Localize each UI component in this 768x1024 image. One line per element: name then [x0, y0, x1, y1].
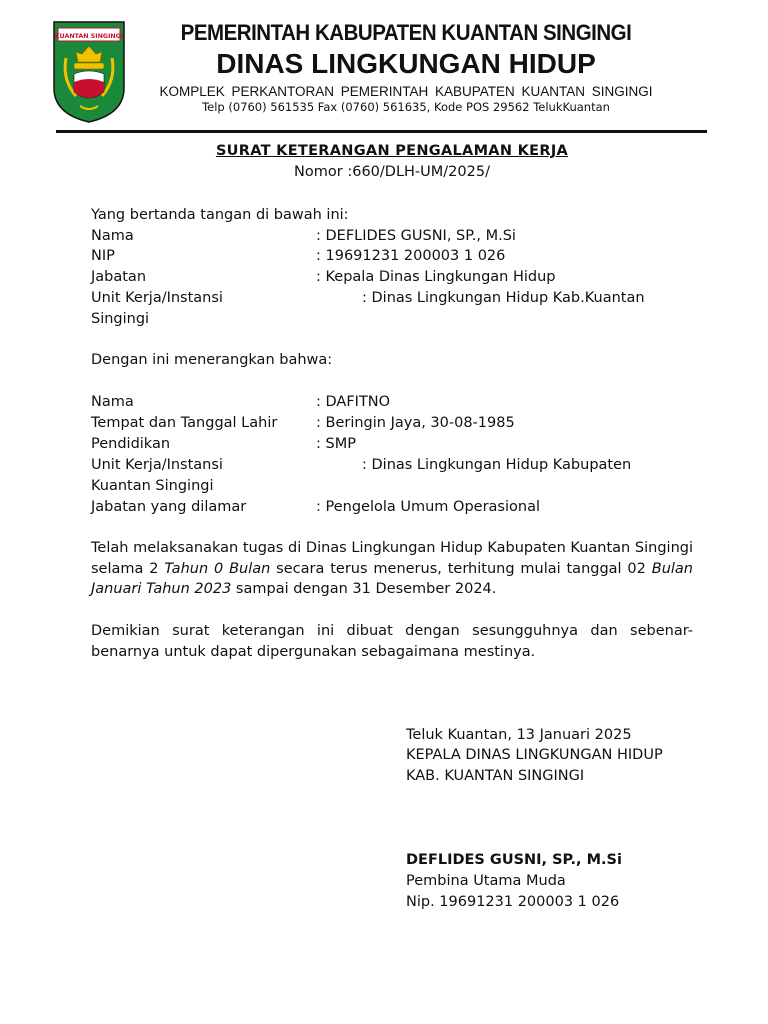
signer-position-label: Jabatan: [91, 269, 147, 285]
logo-caption: KUANTAN SINGINGI: [54, 33, 124, 40]
employee-birth-label: Tempat dan Tanggal Lahir: [91, 415, 278, 431]
employee-education-value: : SMP: [316, 436, 356, 452]
signature-place-date: Teluk Kuantan, 13 Januari 2025: [406, 727, 632, 743]
signature-nip: Nip. 19691231 200003 1 026: [406, 894, 620, 910]
signer-nip-label: NIP: [91, 248, 115, 264]
signer-unit-label: Unit Kerja/Instansi: [91, 290, 223, 306]
service-paragraph: Telah melaksanakan tugas di Dinas Lingkungan Hidup Kabupaten Kuantan Singingi selama 2 Tahun 0 Bulan secara terus menerus, terhitung mulai tanggal 02 Bulan Januari Tahun 2023 sampai dengan 31 Desember 2024.: [91, 540, 693, 597]
office-address: KOMPLEK PERKANTORAN PEMERINTAH KABUPATEN KUANTAN SINGINGI: [159, 84, 653, 99]
signature-position-line2: KAB. KUANTAN SINGINGI: [406, 768, 585, 784]
letterhead-divider: [56, 130, 707, 133]
employee-applied-position-label: Jabatan yang dilamar: [91, 499, 247, 515]
signature-position-line1: KEPALA DINAS LINGKUNGAN HIDUP: [406, 747, 663, 763]
signer-nip-value: : 19691231 200003 1 026: [316, 248, 506, 264]
document-number: Nomor :660/DLH-UM/2025/: [294, 164, 490, 180]
signer-position-value: : Kepala Dinas Lingkungan Hidup: [316, 269, 556, 285]
employee-unit-label: Unit Kerja/Instansi: [91, 457, 223, 473]
signer-unit-value: : Dinas Lingkungan Hidup Kab.Kuantan: [362, 290, 645, 306]
employee-unit-continuation: Kuantan Singingi: [91, 478, 214, 494]
intro-text: Yang bertanda tangan di bawah ini:: [91, 207, 349, 223]
employee-name-value: : DAFITNO: [316, 394, 391, 410]
office-contact: Telp (0760) 561535 Fax (0760) 561635, Kode POS 29562 TelukKuantan: [202, 100, 610, 114]
government-name: PEMERINTAH KABUPATEN KUANTAN SINGINGI: [180, 20, 632, 45]
statement-text: Dengan ini menerangkan bahwa:: [91, 352, 333, 368]
employee-name-label: Nama: [91, 394, 134, 410]
document-title: SURAT KETERANGAN PENGALAMAN KERJA: [215, 143, 569, 159]
employee-education-label: Pendidikan: [91, 436, 171, 452]
regency-logo-icon: [50, 18, 128, 124]
signature-rank: Pembina Utama Muda: [406, 873, 566, 889]
signer-name-label: Nama: [91, 228, 134, 244]
closing-paragraph: Demikian surat keterangan ini dibuat dengan sesungguhnya dan sebenar-benarnya untuk dapat dipergunakan sebagaimana mestinya.: [91, 623, 693, 660]
employee-birth-value: : Beringin Jaya, 30-08-1985: [316, 415, 515, 431]
employee-applied-position-value: : Pengelola Umum Operasional: [316, 499, 540, 515]
signer-name-value: : DEFLIDES GUSNI, SP., M.Si: [316, 228, 516, 244]
signer-unit-continuation: Singingi: [91, 311, 150, 327]
signature-name: DEFLIDES GUSNI, SP., M.Si: [406, 852, 622, 868]
office-name: DINAS LINGKUNGAN HIDUP: [216, 48, 596, 79]
employee-unit-value: : Dinas Lingkungan Hidup Kabupaten: [362, 457, 632, 473]
